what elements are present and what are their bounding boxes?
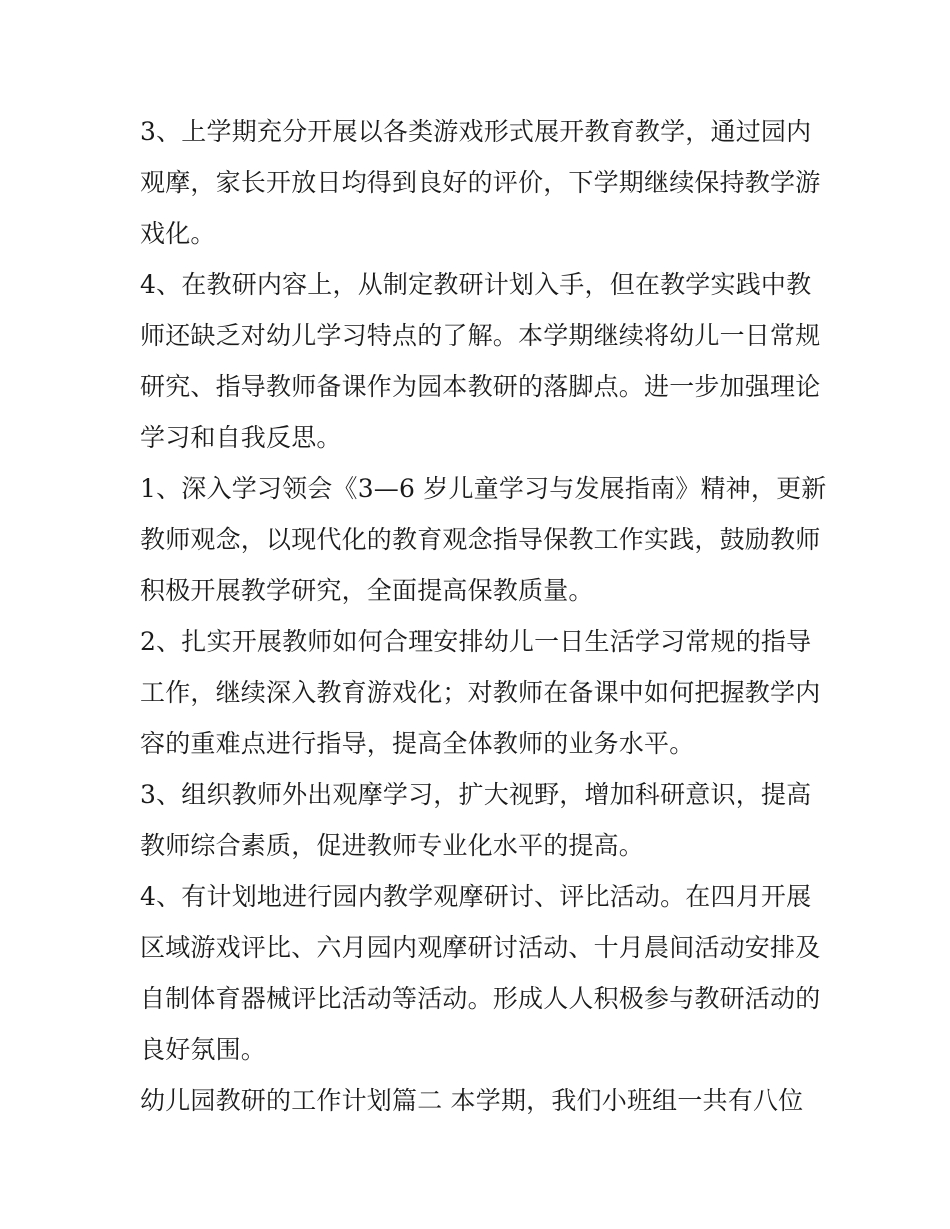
text-line: 2、扎实开展教师如何合理安排幼儿一日生活学习常规的指导 — [140, 627, 812, 656]
text-line: 自制体育器械评比活动等活动。形成人人积极参与教研活动的 — [140, 984, 821, 1013]
text-line: 研究、指导教师备课作为园本教研的落脚点。进一步加强理论 — [140, 372, 821, 401]
paragraph-item-4 — [140, 871, 820, 1075]
text-line: 容的重难点进行指导，提高全体教师的业务水平。 — [140, 729, 695, 758]
text-line: 工作，继续深入教育游戏化；对教师在备课中如何把握教学内 — [140, 678, 821, 707]
text-line: 学习和自我反思。 — [140, 423, 342, 452]
text-line: 幼儿园教研的工作计划篇二 本学期，我们小班组一共有八位 — [140, 1086, 804, 1115]
text-line: 区域游戏评比、六月园内观摩研讨活动、十月晨间活动安排及 — [140, 933, 821, 962]
paragraph-prev-item-4 — [140, 259, 820, 463]
paragraph-item-2 — [140, 616, 820, 769]
paragraph-prev-item-3 — [140, 106, 820, 259]
text-line: 3、组织教师外出观摩学习，扩大视野，增加科研意识，提高 — [140, 780, 812, 809]
text-line: 1、深入学习领会《3—6 岁儿童学习与发展指南》精神，更新 — [140, 474, 827, 503]
text-line: 积极开展教学研究，全面提高保教质量。 — [140, 576, 594, 605]
document-body — [140, 106, 827, 1126]
text-line: 4、有计划地进行园内教学观摩研讨、评比活动。在四月开展 — [140, 882, 812, 911]
text-line: 4、在教研内容上，从制定教研计划入手，但在教学实践中教 — [140, 270, 812, 299]
text-line: 教师观念，以现代化的教育观念指导保教工作实践，鼓励教师 — [140, 525, 821, 554]
text-line: 良好氛围。 — [140, 1035, 267, 1064]
text-line: 观摩，家长开放日均得到良好的评价，下学期继续保持教学游 — [140, 168, 821, 197]
paragraph-item-1 — [140, 463, 827, 616]
text-line: 戏化。 — [140, 219, 216, 248]
paragraph-section-two-intro — [140, 1075, 820, 1126]
text-line: 3、上学期充分开展以各类游戏形式展开教育教学，通过园内 — [140, 117, 812, 146]
text-line: 教师综合素质，促进教师专业化水平的提高。 — [140, 831, 645, 860]
text-line: 师还缺乏对幼儿学习特点的了解。本学期继续将幼儿一日常规 — [140, 321, 821, 350]
paragraph-item-3 — [140, 769, 820, 871]
